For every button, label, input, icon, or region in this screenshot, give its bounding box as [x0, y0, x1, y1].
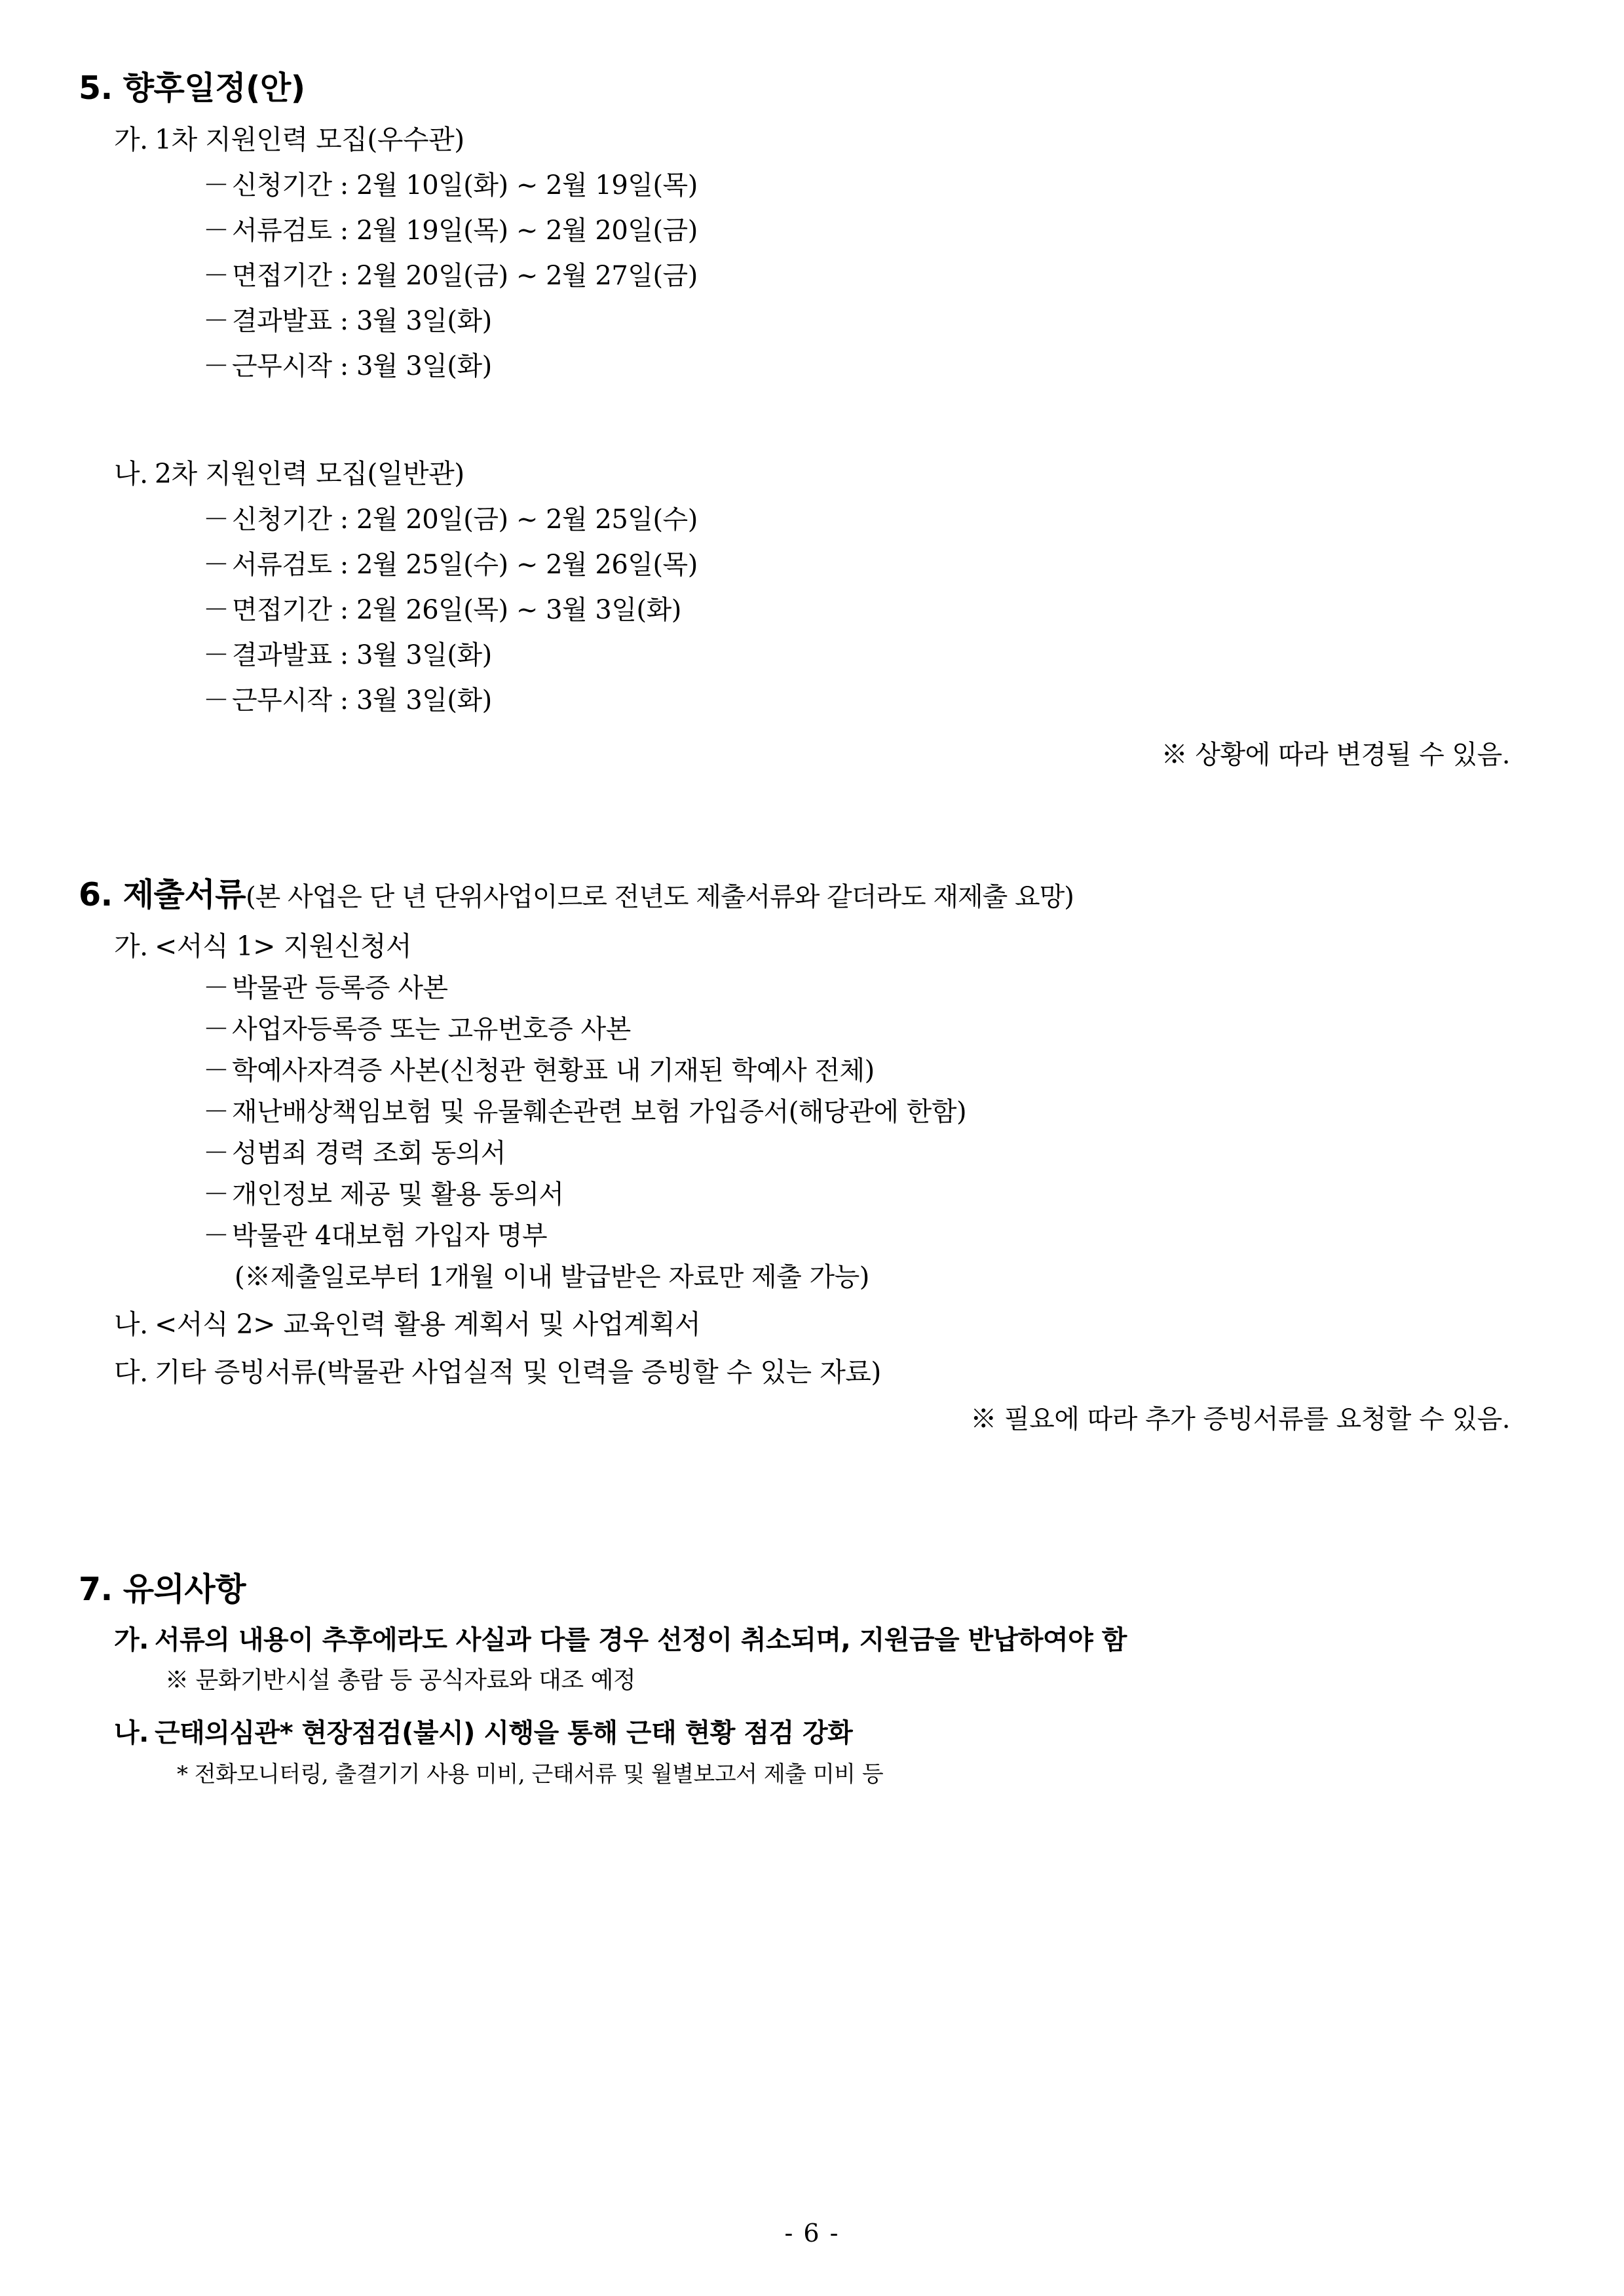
dash-bullet-icon: －: [203, 1097, 229, 1127]
spacer: [79, 771, 1526, 870]
list-item-level2: [203, 300, 1526, 337]
caution-note: ※ 문화기반시설 총람 등 공식자료와 대조 예정: [165, 1667, 636, 1694]
list-text: 면접기간 : 2월 20일(금) ~ 2월 27일(금): [232, 261, 698, 291]
list-marker: 나.: [114, 1718, 149, 1748]
section-title: 제출서류: [123, 876, 246, 913]
section-heading-5: [79, 63, 1526, 109]
list-item-level2: [203, 634, 1526, 672]
list-marker: 가.: [114, 1625, 149, 1655]
spacer: [79, 1436, 1526, 1534]
list-marker: 나.: [114, 1309, 148, 1340]
page-number: - 6 -: [784, 2219, 840, 2248]
dash-bullet-icon: －: [203, 595, 229, 625]
list-text: 성범죄 경력 조회 동의서: [232, 1138, 506, 1168]
list-text: <서식 1> 지원신청서: [155, 930, 412, 962]
list-item-level2: [203, 1174, 1526, 1211]
section-note: ※ 상황에 따라 변경될 수 있음.: [1161, 740, 1510, 770]
list-item-level2: [203, 255, 1526, 292]
list-text: 사업자등록증 또는 고유번호증 사본: [232, 1014, 631, 1044]
section-title: 유의사항: [123, 1571, 246, 1608]
list-marker: 다.: [114, 1356, 148, 1388]
dash-bullet-icon: －: [203, 1014, 229, 1044]
list-item-level2: [203, 345, 1526, 383]
submission-note: (※제출일로부터 1개월 이내 발급받은 자료만 제출 가능): [235, 1262, 869, 1292]
list-item-level1: [114, 452, 1526, 491]
list-item-level2: [203, 1050, 1526, 1087]
list-text: 기타 증빙서류(박물관 사업실적 및 인력을 증빙할 수 있는 자료): [155, 1356, 881, 1388]
list-text: 면접기간 : 2월 26일(목) ~ 3월 3일(화): [232, 595, 681, 625]
dash-bullet-icon: －: [203, 550, 229, 580]
list-item-level2: [203, 1091, 1526, 1128]
section-number: 7.: [79, 1571, 113, 1608]
list-text: 결과발표 : 3월 3일(화): [232, 640, 492, 670]
dash-bullet-icon: －: [203, 1056, 229, 1086]
list-text: 서류검토 : 2월 19일(목) ~ 2월 20일(금): [232, 216, 698, 246]
list-text: 재난배상책임보험 및 유물훼손관련 보험 가입증서(해당관에 한함): [232, 1097, 967, 1127]
list-marker: 가.: [114, 124, 148, 155]
list-item-level1: [114, 1303, 1526, 1341]
spacer: [79, 383, 1526, 443]
list-text: 신청기간 : 2월 20일(금) ~ 2월 25일(수): [232, 505, 698, 535]
list-text: 1차 지원인력 모집(우수관): [155, 124, 464, 155]
dash-bullet-icon: －: [203, 505, 229, 535]
caution-note: * 전화모니터링, 출결기기 사용 미비, 근태서류 및 월별보고서 제출 미비 등: [177, 1761, 884, 1788]
dash-bullet-icon: －: [203, 640, 229, 670]
list-text: 박물관 4대보험 가입자 명부: [232, 1221, 548, 1251]
list-text: 근무시작 : 3월 3일(화): [232, 685, 492, 716]
list-text: 개인정보 제공 및 활용 동의서: [232, 1179, 564, 1210]
dash-bullet-icon: －: [203, 216, 229, 246]
list-item-level2: [203, 967, 1526, 1004]
section-number: 6.: [79, 876, 113, 913]
list-text: 근태의심관* 현장점검(불시) 시행을 통해 근태 현황 점검 강화: [155, 1718, 853, 1748]
list-text: 근무시작 : 3월 3일(화): [232, 351, 492, 381]
list-item-level2: [203, 544, 1526, 581]
list-item-level2: [203, 589, 1526, 626]
list-text: 서류의 내용이 추후에라도 사실과 다를 경우 선정이 취소되며, 지원금을 반납하여야 함: [155, 1625, 1127, 1655]
dash-bullet-icon: －: [203, 261, 229, 291]
section-note: ※ 필요에 따라 추가 증빙서류를 요청할 수 있음.: [970, 1404, 1510, 1434]
list-item-level2: [203, 1132, 1526, 1170]
dash-bullet-icon: －: [203, 1221, 229, 1251]
list-text: 결과발표 : 3월 3일(화): [232, 306, 492, 336]
dash-bullet-icon: －: [203, 351, 229, 381]
list-item-level2: [203, 1215, 1526, 1252]
dash-bullet-icon: －: [203, 973, 229, 1003]
dash-bullet-icon: －: [203, 306, 229, 336]
list-item-level2: [203, 679, 1526, 717]
list-text: 2차 지원인력 모집(일반관): [155, 458, 464, 489]
list-item-level1: [114, 118, 1526, 157]
list-item-level2: [203, 164, 1526, 202]
list-item-level1: [114, 1350, 1526, 1389]
section-title: 향후일정(안): [123, 69, 305, 107]
dash-bullet-icon: －: [203, 685, 229, 716]
section-heading-6: [79, 870, 1526, 915]
list-item-level1: [114, 925, 1526, 963]
list-marker: 나.: [114, 458, 148, 489]
list-text: 박물관 등록증 사본: [232, 973, 448, 1003]
list-item-level2: [203, 499, 1526, 536]
section-number: 5.: [79, 69, 113, 107]
dash-bullet-icon: －: [203, 1138, 229, 1168]
list-text: 신청기간 : 2월 10일(화) ~ 2월 19일(목): [232, 170, 698, 201]
spacer: [79, 1534, 1526, 1564]
dash-bullet-icon: －: [203, 170, 229, 201]
list-text: <서식 2> 교육인력 활용 계획서 및 사업계획서: [155, 1309, 701, 1340]
section-heading-7: [79, 1564, 1526, 1610]
dash-bullet-icon: －: [203, 1179, 229, 1210]
list-text: 학예사자격증 사본(신청관 현황표 내 기재된 학예사 전체): [232, 1056, 875, 1086]
list-item-level2: [203, 210, 1526, 247]
list-item-level1: [114, 1619, 1526, 1656]
list-item-level2: [203, 1008, 1526, 1046]
section-title-tail: (본 사업은 단 년 단위사업이므로 전년도 제출서류와 같더라도 재제출 요망): [246, 882, 1074, 912]
list-marker: 가.: [114, 930, 148, 962]
list-item-level1: [114, 1712, 1526, 1750]
list-text: 서류검토 : 2월 25일(수) ~ 2월 26일(목): [232, 550, 698, 580]
